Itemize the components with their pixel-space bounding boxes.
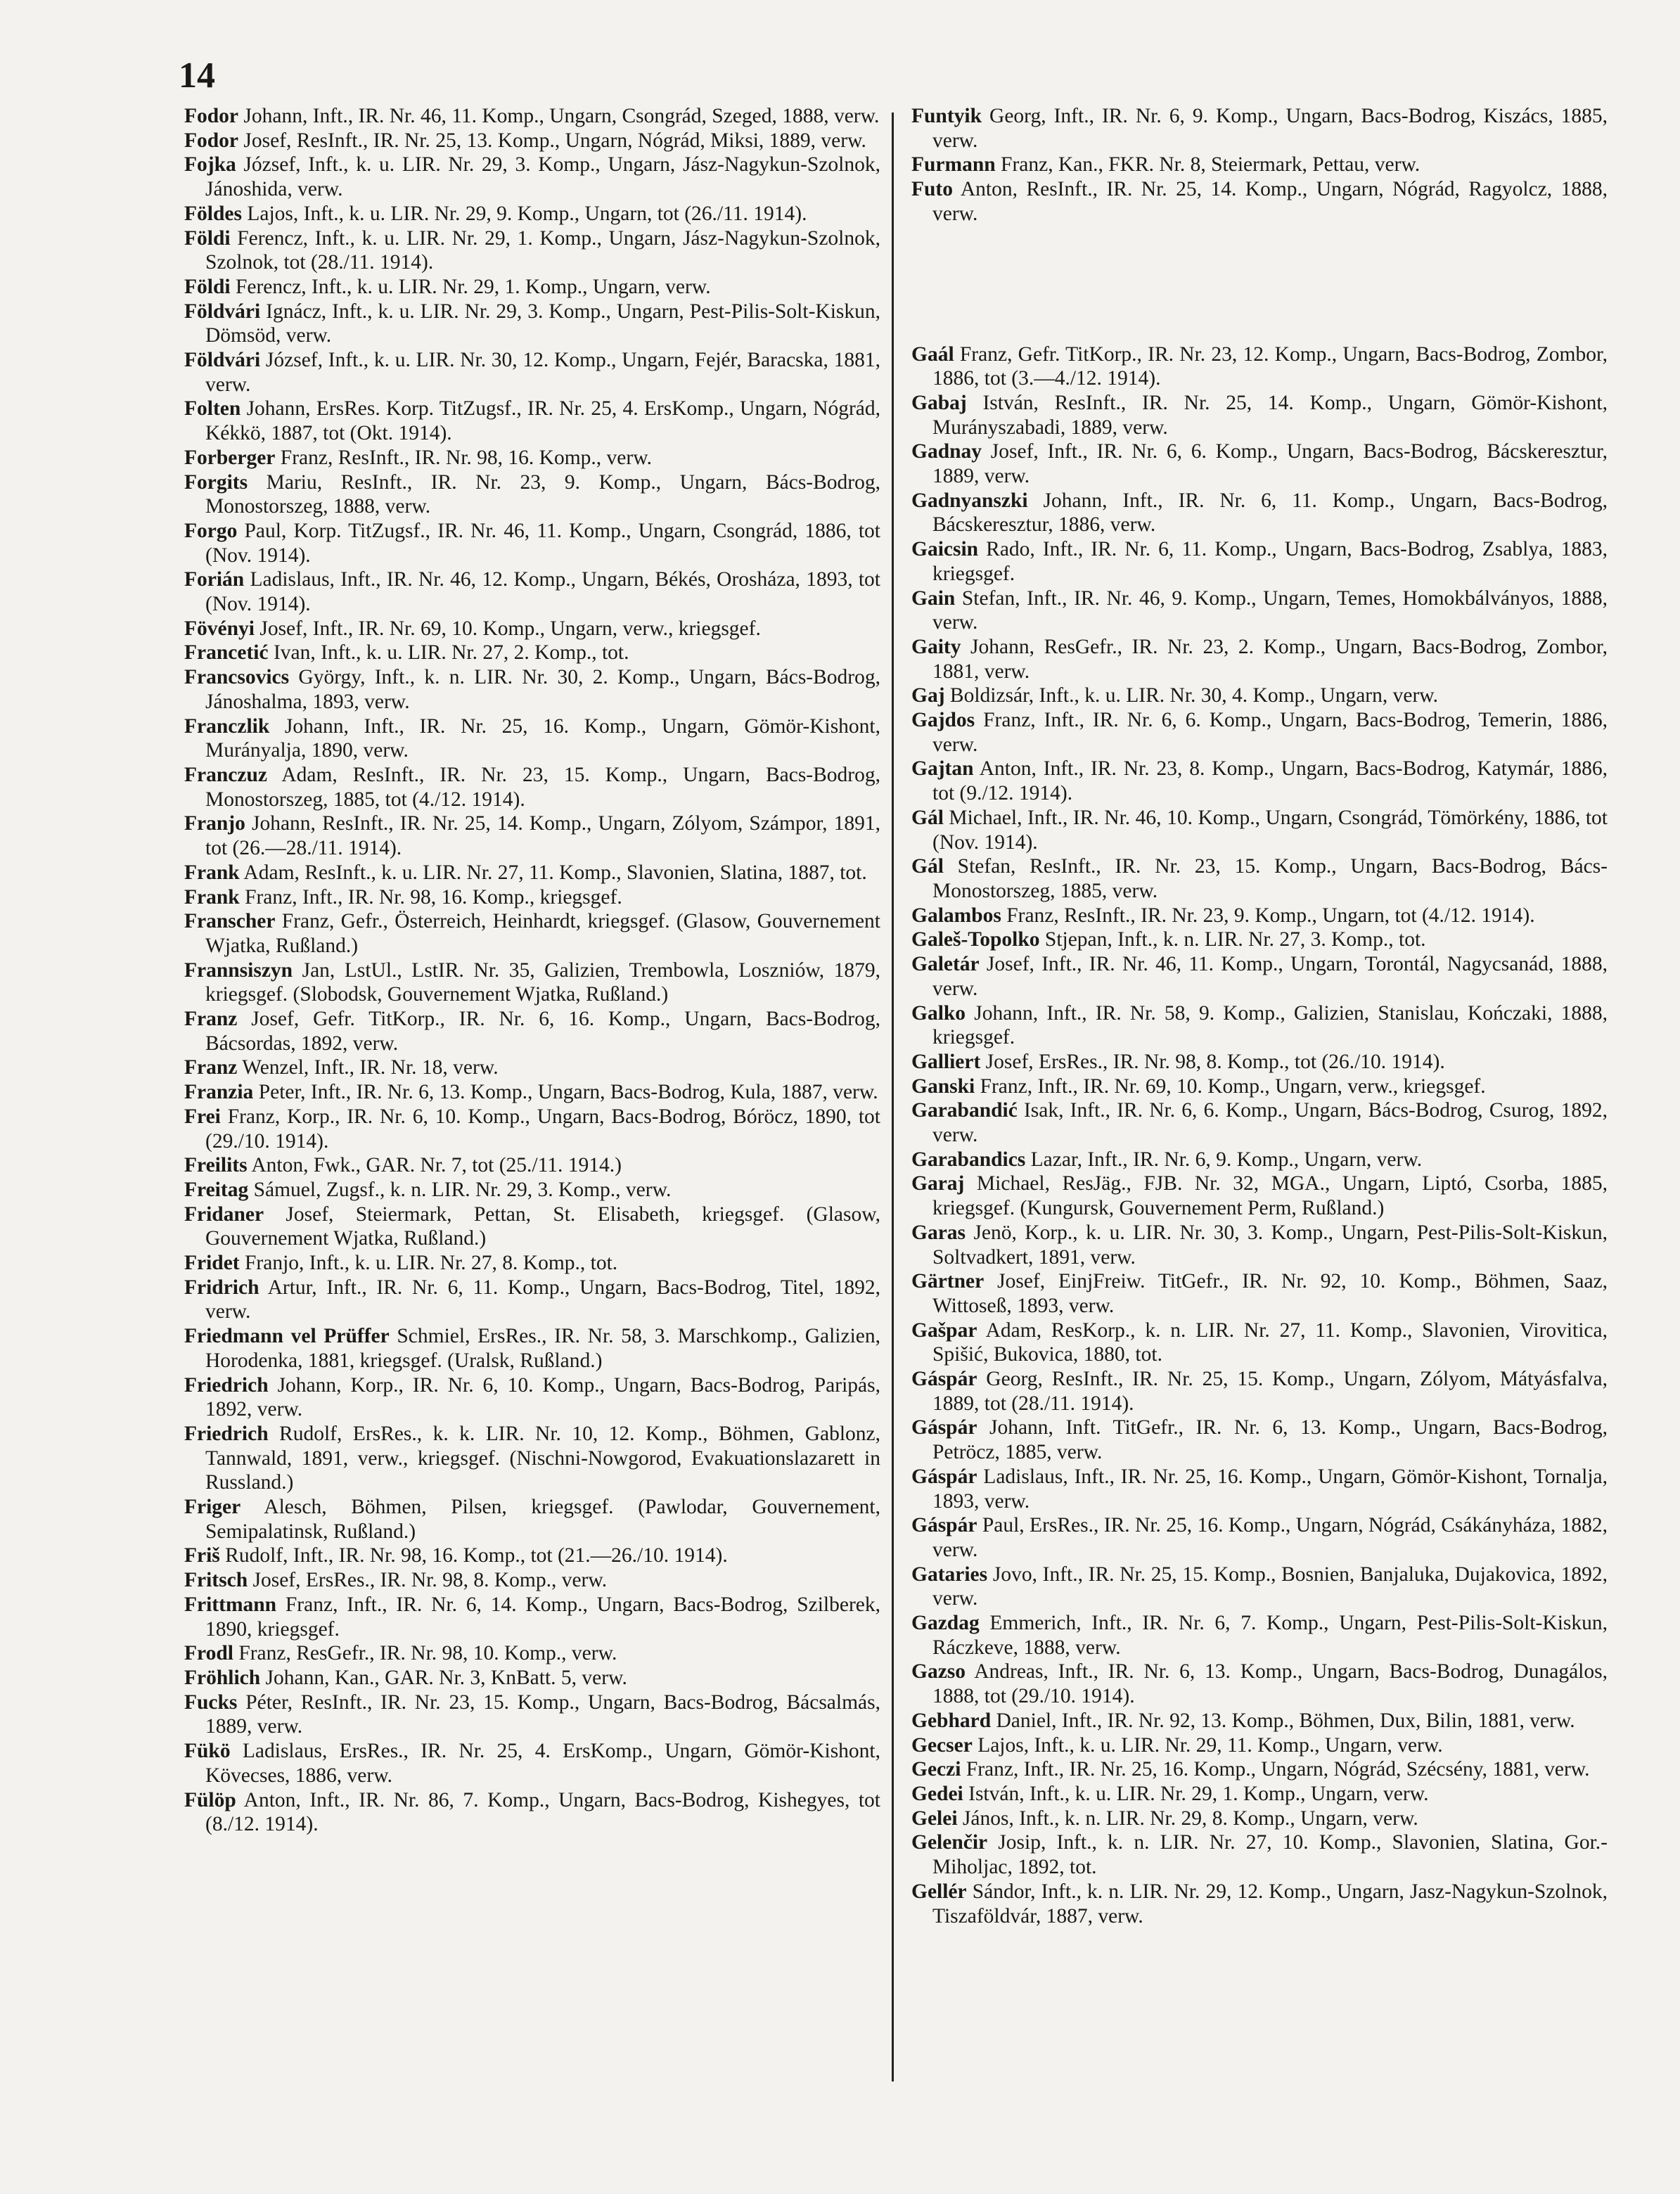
casualty-entry: [184, 665, 880, 714]
casualty-entry: [911, 1513, 1608, 1562]
casualty-entry: [184, 1788, 880, 1837]
entry-details: Jenö, Korp., k. u. LIR. Nr. 30, 3. Komp., Ungarn, Pest-Pilis-Solt-Kiskun, Soltvadkert, 1891, verw.: [932, 1221, 1608, 1269]
entry-details: Johann, Inft. TitGefr., IR. Nr. 6, 13. Komp., Ungarn, Bacs-Bodrog, Petröcz, 1885, verw.: [932, 1416, 1608, 1464]
casualty-entry: [911, 806, 1608, 854]
entry-details: Franjo, Inft., k. u. LIR. Nr. 27, 8. Komp., tot.: [239, 1252, 618, 1275]
entry-surname: Gáspár: [911, 1514, 977, 1537]
casualty-entry: [184, 275, 880, 300]
entry-details: Franz, Inft., IR. Nr. 69, 10. Komp., Ungarn, verw., kriegsgef.: [975, 1074, 1486, 1098]
entry-surname: Furmann: [911, 153, 996, 177]
entry-surname: Galetár: [911, 953, 980, 976]
entry-details: Alesch, Böhmen, Pilsen, kriegsgef. (Pawlodar, Gouvernement, Semipalatinsk, Rußland.): [205, 1496, 880, 1543]
casualty-entry: [911, 1709, 1608, 1733]
entry-surname: Fridaner: [184, 1202, 264, 1226]
entry-details: Anton, Inft., IR. Nr. 86, 7. Komp., Ungarn, Bacs-Bodrog, Kishegyes, tot (8./12. 1914).: [205, 1788, 880, 1836]
casualty-entry: [911, 1465, 1608, 1513]
entry-surname: Friedmann vel Prüffer: [184, 1325, 390, 1348]
entry-details: Isak, Inft., IR. Nr. 6, 6. Komp., Ungarn, Bács-Bodrog, Csurog, 1892, verw.: [932, 1099, 1608, 1147]
casualty-entry: [911, 1001, 1608, 1050]
entry-details: Anton, Inft., IR. Nr. 23, 8. Komp., Ungarn, Bacs-Bodrog, Katymár, 1886, tot (9./12. 1914).: [932, 757, 1608, 805]
casualty-entry: [184, 811, 880, 860]
entry-details: Franz, Inft., IR. Nr. 98, 16. Komp., kriegsgef.: [239, 885, 622, 909]
entry-details: Johann, ResGefr., IR. Nr. 23, 2. Komp., Ungarn, Bacs-Bodrog, Zombor, 1881, verw.: [932, 635, 1608, 683]
casualty-entry: [184, 1544, 880, 1568]
entry-details: Artur, Inft., IR. Nr. 6, 11. Komp., Ungarn, Bacs-Bodrog, Titel, 1892, verw.: [205, 1276, 880, 1323]
casualty-entry: [184, 1251, 880, 1276]
casualty-entry: [911, 1148, 1608, 1172]
casualty-entry: [184, 1373, 880, 1422]
entry-details: Sámuel, Zugsf., k. n. LIR. Nr. 29, 3. Komp., verw.: [248, 1178, 672, 1201]
casualty-entry: [911, 684, 1608, 708]
casualty-entry: [184, 714, 880, 763]
entry-surname: Frank: [184, 861, 240, 884]
entry-details: Ladislaus, Inft., IR. Nr. 46, 12. Komp., Ungarn, Békés, Orosháza, 1893, tot (Nov. 1914).: [205, 568, 880, 616]
entry-surname: Fükö: [184, 1740, 231, 1763]
entry-surname: Gál: [911, 806, 944, 829]
entry-surname: Forgits: [184, 470, 248, 494]
casualty-entry: [911, 489, 1608, 537]
entry-surname: Földvári: [184, 349, 261, 372]
casualty-entry: [911, 342, 1608, 391]
entry-details: Josef, Inft., IR. Nr. 69, 10. Komp., Ungarn, verw., kriegsgef.: [254, 617, 761, 640]
casualty-entry: [184, 1641, 880, 1666]
section-gap: [911, 226, 1608, 342]
entry-surname: Fojka: [184, 153, 236, 177]
entry-details: Johann, ErsRes. Korp. TitZugsf., IR. Nr. 25, 4. ErsKomp., Ungarn, Nógrád, Kékkö, 1887, tot (Okt. 1914).: [205, 397, 880, 445]
entry-surname: Gärtner: [911, 1270, 985, 1293]
entry-details: Andreas, Inft., IR. Nr. 6, 13. Komp., Ungarn, Bacs-Bodrog, Dunagálos, 1888, tot (29./10. 1914).: [932, 1660, 1608, 1708]
entry-surname: Francsovics: [184, 666, 290, 689]
entry-surname: Galambos: [911, 904, 1001, 927]
casualty-entry: [184, 763, 880, 811]
entry-surname: Franscher: [184, 910, 276, 933]
entry-details: Franz, Kan., FKR. Nr. 8, Steiermark, Pettau, verw.: [995, 153, 1421, 177]
casualty-entry: [911, 1611, 1608, 1660]
entry-surname: Frei: [184, 1105, 221, 1128]
entry-details: Josef, ErsRes., IR. Nr. 98, 8. Komp., tot (26./10. 1914).: [980, 1050, 1445, 1073]
entry-surname: Gáspár: [911, 1368, 977, 1391]
entry-surname: Gadnay: [911, 440, 982, 463]
entry-surname: Fodor: [184, 105, 239, 127]
entry-details: Jovo, Inft., IR. Nr. 25, 15. Komp., Bosnien, Banjaluka, Dujakovica, 1892, verw.: [932, 1563, 1608, 1610]
entry-details: Georg, Inft., IR. Nr. 6, 9. Komp., Ungarn, Bacs-Bodrog, Kiszács, 1885, verw.: [932, 105, 1608, 152]
entry-surname: Földi: [184, 226, 231, 250]
entry-details: Adam, ResKorp., k. n. LIR. Nr. 27, 11. Komp., Slavonien, Virovitica, Spišić, Bukovica, 1880, tot.: [932, 1319, 1608, 1366]
casualty-entry: [184, 958, 880, 1007]
entry-surname: Frank: [184, 885, 240, 909]
casualty-entry: [911, 1757, 1608, 1782]
entry-details: Rudolf, ErsRes., k. k. LIR. Nr. 10, 12. Komp., Böhmen, Gablonz, Tannwald, 1891, verw., kriegsgef. (Nischni-Nowgorod, Evakuationslazarett in Russland.): [205, 1422, 880, 1494]
entry-surname: Gajdos: [911, 709, 975, 732]
entry-details: Peter, Inft., IR. Nr. 6, 13. Komp., Ungarn, Bacs-Bodrog, Kula, 1887, verw.: [253, 1081, 878, 1104]
entry-details: Rudolf, Inft., IR. Nr. 98, 16. Komp., tot (21.—26./10. 1914).: [219, 1544, 728, 1567]
entry-details: Lajos, Inft., k. u. LIR. Nr. 29, 11. Komp., Ungarn, verw.: [972, 1733, 1443, 1757]
entry-details: Johann, Kan., GAR. Nr. 3, KnBatt. 5, verw.: [260, 1667, 627, 1689]
entry-details: Ladislaus, ErsRes., IR. Nr. 25, 4. ErsKomp., Ungarn, Gömör-Kishont, Kövecses, 1886, verw.: [205, 1740, 880, 1787]
casualty-entry: [911, 586, 1608, 635]
page-number: 14: [179, 56, 215, 96]
casualty-entry: [184, 1739, 880, 1788]
entry-surname: Friš: [184, 1544, 220, 1567]
entry-details: Wenzel, Inft., IR. Nr. 18, verw.: [237, 1056, 499, 1079]
entry-details: Ignácz, Inft., k. u. LIR. Nr. 29, 3. Komp., Ungarn, Pest-Pilis-Solt-Kiskun, Dömsöd, verw.: [205, 300, 880, 347]
entry-surname: Friedrich: [184, 1373, 269, 1397]
casualty-entry: [911, 708, 1608, 757]
casualty-entry: [184, 1056, 880, 1080]
casualty-entry: [184, 226, 880, 275]
entry-details: Josef, Inft., IR. Nr. 6, 6. Komp., Ungarn, Bacs-Bodrog, Bácskeresztur, 1889, verw.: [932, 440, 1608, 488]
entry-surname: Franzia: [184, 1081, 254, 1104]
entry-surname: Forián: [184, 568, 245, 591]
entry-details: Péter, ResInft., IR. Nr. 23, 15. Komp., Ungarn, Bacs-Bodrog, Bácsalmás, 1889, verw.: [205, 1691, 880, 1738]
entry-surname: Freilits: [184, 1154, 248, 1177]
entry-surname: Fucks: [184, 1691, 238, 1714]
entry-details: Ivan, Inft., k. u. LIR. Nr. 27, 2. Komp., tot.: [268, 641, 629, 665]
casualty-entry: [184, 1080, 880, 1105]
entry-details: Franz, Gefr. TitKorp., IR. Nr. 23, 12. Komp., Ungarn, Bacs-Bodrog, Zombor, 1886, tot (3.—4./12. 1914).: [932, 342, 1608, 390]
casualty-entry: [911, 1807, 1608, 1831]
entry-details: Franz, Gefr., Österreich, Heinhardt, kriegsgef. (Glasow, Gouvernement Wjatka, Rußland.): [205, 910, 880, 957]
entry-details: Stefan, Inft., IR. Nr. 46, 9. Komp., Ungarn, Temes, Homokbálványos, 1888, verw.: [932, 586, 1608, 634]
casualty-entry: [911, 1563, 1608, 1611]
casualty-entry: [911, 854, 1608, 903]
entry-surname: Fridet: [184, 1252, 240, 1275]
entry-details: Paul, ErsRes., IR. Nr. 25, 16. Komp., Ungarn, Nógrád, Csákányháza, 1882, verw.: [932, 1514, 1608, 1561]
entry-surname: Geczi: [911, 1758, 961, 1781]
entry-details: Sándor, Inft., k. n. LIR. Nr. 29, 12. Komp., Ungarn, Jasz-Nagykun-Szolnok, Tiszaföldvár, 1887, verw.: [932, 1880, 1608, 1927]
casualty-entry: [184, 1276, 880, 1324]
entry-details: Franz, ResInft., IR. Nr. 98, 16. Komp., verw.: [275, 446, 652, 469]
casualty-entry: [911, 1098, 1608, 1147]
entry-surname: Frannsiszyn: [184, 958, 293, 982]
entry-surname: Gelei: [911, 1807, 958, 1830]
entry-details: Stefan, ResInft., IR. Nr. 23, 15. Komp., Ungarn, Bacs-Bodrog, Bács-Monostorszeg, 1885, verw.: [932, 855, 1608, 902]
entry-details: Johann, Inft., IR. Nr. 46, 11. Komp., Ungarn, Csongrád, Szeged, 1888, verw.: [238, 105, 880, 127]
entry-surname: Gataries: [911, 1563, 988, 1586]
entry-details: Ferencz, Inft., k. u. LIR. Nr. 29, 1. Komp., Ungarn, verw.: [230, 275, 711, 298]
entry-details: Johann, Inft., IR. Nr. 58, 9. Komp., Galizien, Stanislau, Kończaki, 1888, kriegsgef.: [932, 1001, 1608, 1049]
entry-surname: Fövényi: [184, 617, 255, 640]
entry-details: János, Inft., k. n. LIR. Nr. 29, 8. Komp., Ungarn, verw.: [957, 1807, 1418, 1830]
casualty-entry: [184, 348, 880, 397]
entry-details: Johann, Inft., IR. Nr. 25, 16. Komp., Ungarn, Gömör-Kishont, Murányalja, 1890, verw.: [205, 714, 880, 762]
entry-surname: Fritsch: [184, 1569, 248, 1592]
entry-details: Josef, ErsRes., IR. Nr. 98, 8. Komp., verw.: [248, 1569, 608, 1592]
entry-details: Franz, ResGefr., IR. Nr. 98, 10. Komp., verw.: [233, 1642, 617, 1665]
entry-surname: Földes: [184, 202, 242, 225]
casualty-entry: [184, 1105, 880, 1153]
entry-details: Franz, ResInft., IR. Nr. 23, 9. Komp., Ungarn, tot (4./12. 1914).: [1001, 904, 1535, 927]
entry-details: István, Inft., k. u. LIR. Nr. 29, 1. Komp., Ungarn, verw.: [963, 1783, 1429, 1805]
entry-surname: Friedrich: [184, 1422, 269, 1445]
entry-surname: Fridrich: [184, 1276, 259, 1299]
casualty-entry: [184, 861, 880, 885]
entry-surname: Gáspár: [911, 1416, 977, 1439]
casualty-entry: [911, 1367, 1608, 1416]
left-column: [184, 104, 880, 1837]
entry-details: Josef, Inft., IR. Nr. 46, 11. Komp., Ungarn, Torontál, Nagycsanád, 1888, verw.: [932, 953, 1608, 1000]
casualty-entry: [911, 1782, 1608, 1807]
entry-details: Emmerich, Inft., IR. Nr. 6, 7. Komp., Ungarn, Pest-Pilis-Solt-Kiskun, Ráczkeve, 1888, verw.: [932, 1612, 1608, 1659]
entry-surname: Franczlik: [184, 714, 270, 738]
casualty-entry: [184, 446, 880, 470]
casualty-entry: [184, 470, 880, 519]
entry-details: Franz, Korp., IR. Nr. 6, 10. Komp., Ungarn, Bacs-Bodrog, Bóröcz, 1890, tot (29./10. 1914).: [205, 1105, 880, 1153]
entry-details: Mariu, ResInft., IR. Nr. 23, 9. Komp., Ungarn, Bács-Bodrog, Monostorszeg, 1888, verw.: [205, 470, 880, 518]
casualty-entry: [184, 1178, 880, 1202]
entry-details: Franz, Inft., IR. Nr. 6, 14. Komp., Ungarn, Bacs-Bodrog, Szilberek, 1890, kriegsgef.: [205, 1593, 880, 1641]
entry-surname: Futo: [911, 178, 953, 201]
entry-surname: Gellér: [911, 1880, 967, 1903]
casualty-entry: [184, 1324, 880, 1373]
casualty-entry: [184, 1691, 880, 1739]
entry-details: Anton, Fwk., GAR. Nr. 7, tot (25./11. 1914.): [247, 1154, 622, 1177]
entry-surname: Franczuz: [184, 763, 267, 786]
entry-surname: Franz: [184, 1008, 238, 1031]
entry-details: Johann, Inft., IR. Nr. 6, 11. Komp., Ungarn, Bacs-Bodrog, Bácskeresztur, 1886, verw.: [932, 489, 1608, 537]
casualty-entry: [911, 928, 1608, 952]
casualty-entry: [184, 567, 880, 616]
casualty-entry: [911, 177, 1608, 226]
entry-details: Michael, Inft., IR. Nr. 46, 10. Komp., Ungarn, Csongrád, Tömörkény, 1886, tot (Nov. 1914).: [932, 806, 1608, 854]
entry-details: Lajos, Inft., k. u. LIR. Nr. 29, 9. Komp., Ungarn, tot (26./11. 1914).: [241, 202, 807, 225]
casualty-entry: [911, 1880, 1608, 1928]
entry-surname: Forgo: [184, 519, 238, 542]
entry-surname: Garabandić: [911, 1099, 1018, 1122]
entry-details: István, ResInft., IR. Nr. 25, 14. Komp., Ungarn, Gömör-Kishont, Murányszabadi, 1889, verw.: [932, 391, 1608, 439]
entry-details: Josip, Inft., k. n. LIR. Nr. 27, 10. Komp., Slavonien, Slatina, Gor.-Miholjac, 1892, tot.: [932, 1831, 1608, 1879]
casualty-entry: [911, 1319, 1608, 1367]
entry-details: Georg, ResInft., IR. Nr. 25, 15. Komp., Ungarn, Zólyom, Mátyásfalva, 1889, tot (28./11. 1914).: [932, 1368, 1608, 1415]
entry-details: Michael, ResJäg., FJB. Nr. 32, MGA., Ungarn, Liptó, Csorba, 1885, kriegsgef. (Kungursk, Gouvernement Perm, Rußland.): [932, 1172, 1608, 1220]
entry-surname: Frittmann: [184, 1593, 277, 1616]
casualty-entry: [911, 1660, 1608, 1708]
casualty-entry: [911, 391, 1608, 440]
entry-details: Josef, EinjFreiw. TitGefr., IR. Nr. 92, 10. Komp., Böhmen, Saaz, Wittoseß, 1893, verw.: [932, 1270, 1608, 1317]
entry-details: Ladislaus, Inft., IR. Nr. 25, 16. Komp., Ungarn, Gömör-Kishont, Tornalja, 1893, verw.: [932, 1465, 1608, 1513]
entry-surname: Gál: [911, 855, 944, 878]
entry-surname: Gáspár: [911, 1465, 977, 1488]
entry-surname: Garaj: [911, 1172, 965, 1195]
entry-details: Adam, ResInft., k. u. LIR. Nr. 27, 11. Komp., Slavonien, Slatina, 1887, tot.: [239, 861, 867, 884]
entry-surname: Gedei: [911, 1783, 963, 1805]
entry-surname: Fodor: [184, 129, 239, 152]
entry-surname: Forberger: [184, 446, 276, 469]
entry-details: Anton, ResInft., IR. Nr. 25, 14. Komp., Ungarn, Nógrád, Ragyolcz, 1888, verw.: [932, 178, 1608, 225]
casualty-entry: [911, 952, 1608, 1001]
casualty-entry: [184, 885, 880, 910]
casualty-entry: [184, 1568, 880, 1593]
entry-surname: Franz: [184, 1056, 238, 1079]
entry-surname: Földvári: [184, 300, 261, 323]
entry-surname: Gecser: [911, 1733, 973, 1757]
entry-details: Paul, Korp. TitZugsf., IR. Nr. 46, 11. Komp., Ungarn, Csongrád, 1886, tot (Nov. 1914).: [205, 519, 880, 567]
entry-surname: Gašpar: [911, 1319, 977, 1342]
casualty-entry: [911, 1733, 1608, 1758]
casualty-entry: [911, 904, 1608, 928]
casualty-entry: [184, 1202, 880, 1251]
casualty-entry: [184, 1593, 880, 1641]
casualty-entry: [184, 519, 880, 567]
entry-details: József, Inft., k. u. LIR. Nr. 29, 3. Komp., Ungarn, Jász-Nagykun-Szolnok, Jánoshida, verw.: [205, 153, 880, 201]
entry-details: József, Inft., k. u. LIR. Nr. 30, 12. Komp., Ungarn, Fejér, Baracska, 1881, verw.: [205, 349, 880, 396]
casualty-entry: [911, 1074, 1608, 1099]
entry-details: Jan, LstUl., LstIR. Nr. 35, Galizien, Trembowla, Loszniów, 1879, kriegsgef. (Slobodsk, Gouvernement Wjatka, Rußland.): [205, 958, 880, 1006]
casualty-entry: [184, 129, 880, 153]
casualty-entry: [911, 1221, 1608, 1269]
casualty-entry: [911, 1269, 1608, 1318]
entry-surname: Gaity: [911, 635, 961, 658]
casualty-entry: [911, 635, 1608, 684]
entry-surname: Gadnyanszki: [911, 489, 1028, 512]
entry-surname: Fröhlich: [184, 1667, 261, 1689]
entry-details: Johann, ResInft., IR. Nr. 25, 14. Komp., Ungarn, Zólyom, Számpor, 1891, tot (26.—28./11. 1914).: [205, 812, 880, 860]
entry-surname: Gabaj: [911, 391, 967, 414]
entry-details: Adam, ResInft., IR. Nr. 23, 15. Komp., Ungarn, Bacs-Bodrog, Monostorszeg, 1885, tot (4./12. 1914).: [205, 763, 880, 811]
entry-surname: Gajtan: [911, 757, 974, 781]
casualty-entry: [911, 537, 1608, 586]
entry-surname: Földi: [184, 275, 231, 298]
entry-surname: Fülöp: [184, 1788, 236, 1811]
casualty-entry: [184, 1422, 880, 1495]
entry-details: Johann, Korp., IR. Nr. 6, 10. Komp., Ungarn, Bacs-Bodrog, Paripás, 1892, verw.: [205, 1373, 880, 1421]
casualty-entry: [184, 300, 880, 348]
casualty-entry: [911, 1830, 1608, 1879]
entry-surname: Freitag: [184, 1178, 249, 1201]
entry-surname: Ganski: [911, 1074, 975, 1098]
entry-details: Josef, Gefr. TitKorp., IR. Nr. 6, 16. Komp., Ungarn, Bacs-Bodrog, Bácsordas, 1892, verw.: [205, 1008, 880, 1055]
entry-surname: Garabandics: [911, 1148, 1026, 1171]
entry-surname: Gaicsin: [911, 538, 979, 561]
casualty-entry: [911, 440, 1608, 488]
entry-surname: Franjo: [184, 812, 245, 835]
casualty-entry: [911, 757, 1608, 805]
casualty-entry: [911, 153, 1608, 177]
entry-details: Daniel, Inft., IR. Nr. 92, 13. Komp., Böhmen, Dux, Bilin, 1881, verw.: [991, 1709, 1575, 1732]
casualty-entry: [184, 1007, 880, 1056]
casualty-entry: [911, 104, 1608, 153]
entry-details: Josef, Steiermark, Pettan, St. Elisabeth, kriegsgef. (Glasow, Gouvernement Wjatka, Rußland.): [205, 1202, 880, 1250]
entry-surname: Folten: [184, 397, 241, 421]
entry-surname: Funtyik: [911, 105, 982, 127]
entry-surname: Francetić: [184, 641, 269, 665]
entry-details: Lazar, Inft., IR. Nr. 6, 9. Komp., Ungarn, verw.: [1025, 1148, 1423, 1171]
casualty-entry: [184, 397, 880, 445]
entry-surname: Gelenčir: [911, 1831, 988, 1854]
entry-details: Boldizsár, Inft., k. u. LIR. Nr. 30, 4. Komp., Ungarn, verw.: [944, 684, 1439, 707]
entry-surname: Gazdag: [911, 1612, 980, 1635]
entry-details: György, Inft., k. n. LIR. Nr. 30, 2. Komp., Ungarn, Bács-Bodrog, Jánoshalma, 1893, verw.: [205, 666, 880, 713]
casualty-entry: [184, 153, 880, 201]
entry-surname: Friger: [184, 1496, 241, 1519]
entry-surname: Galko: [911, 1001, 966, 1025]
column-divider: [892, 113, 894, 2081]
entry-surname: Gaál: [911, 342, 954, 366]
entry-details: Stjepan, Inft., k. n. LIR. Nr. 27, 3. Komp., tot.: [1039, 928, 1426, 951]
entry-surname: Galliert: [911, 1050, 981, 1073]
entry-surname: Gebhard: [911, 1709, 992, 1732]
entry-surname: Gain: [911, 586, 956, 610]
right-column: [911, 104, 1608, 1928]
entry-surname: Gazso: [911, 1660, 966, 1683]
casualty-entry: [184, 617, 880, 641]
casualty-entry: [184, 641, 880, 665]
casualty-entry: [184, 1666, 880, 1691]
casualty-entry: [184, 909, 880, 958]
casualty-entry: [184, 104, 880, 129]
entry-surname: Frodl: [184, 1642, 233, 1665]
entry-details: Ferencz, Inft., k. u. LIR. Nr. 29, 1. Komp., Ungarn, Jász-Nagykun-Szolnok, Szolnok, tot (28./11. 1914).: [205, 226, 880, 274]
entry-details: Rado, Inft., IR. Nr. 6, 11. Komp., Ungarn, Bacs-Bodrog, Zsablya, 1883, kriegsgef.: [932, 538, 1608, 585]
casualty-entry: [184, 202, 880, 226]
entry-details: Franz, Inft., IR. Nr. 6, 6. Komp., Ungarn, Bacs-Bodrog, Temerin, 1886, verw.: [932, 709, 1608, 756]
entry-details: Franz, Inft., IR. Nr. 25, 16. Komp., Ungarn, Nógrád, Szécsény, 1881, verw.: [961, 1758, 1590, 1781]
casualty-entry: [184, 1495, 880, 1544]
casualty-entry: [911, 1050, 1608, 1074]
entry-details: Josef, ResInft., IR. Nr. 25, 13. Komp., Ungarn, Nógrád, Miksi, 1889, verw.: [238, 129, 866, 152]
entry-surname: Garas: [911, 1221, 966, 1244]
entry-details: Schmiel, ErsRes., IR. Nr. 58, 3. Marschkomp., Galizien, Horodenka, 1881, kriegsgef. (Uralsk, Rußland.): [205, 1325, 880, 1372]
casualty-entry: [184, 1153, 880, 1178]
casualty-entry: [911, 1416, 1608, 1464]
entry-surname: Gaj: [911, 684, 945, 707]
entry-surname: Galeš-Topolko: [911, 928, 1040, 951]
casualty-entry: [911, 1172, 1608, 1220]
